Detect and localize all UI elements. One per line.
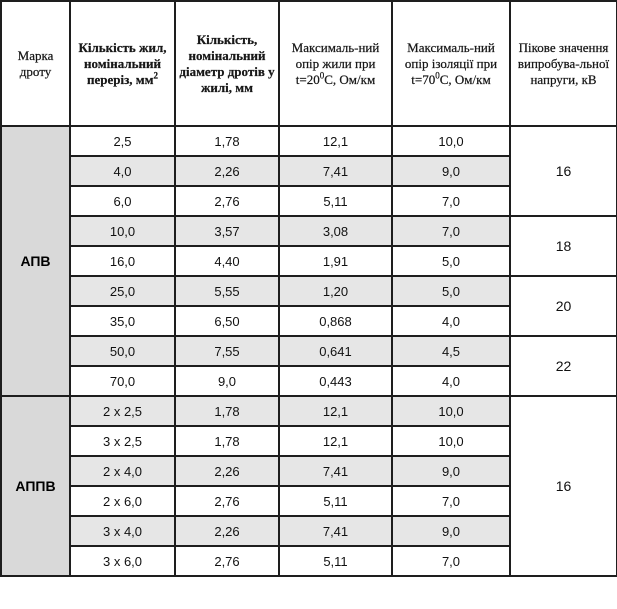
diameter-cell: 1,78 — [175, 396, 279, 426]
resistance-cell: 0,443 — [279, 366, 392, 396]
resistance-cell: 5,11 — [279, 186, 392, 216]
table-body — [1, 126, 617, 576]
diameter-cell: 2,26 — [175, 516, 279, 546]
cores-cell: 10,0 — [70, 216, 175, 246]
cores-cell: 3 х 6,0 — [70, 546, 175, 576]
diameter-cell: 2,26 — [175, 156, 279, 186]
diameter-cell: 3,57 — [175, 216, 279, 246]
resistance-cell: 3,08 — [279, 216, 392, 246]
insulation-cell: 9,0 — [392, 516, 510, 546]
header-cores-superscript: 2 — [153, 70, 159, 81]
insulation-cell: 10,0 — [392, 426, 510, 456]
resistance-cell: 7,41 — [279, 156, 392, 186]
cores-cell: 3 х 4,0 — [70, 516, 175, 546]
resistance-cell: 7,41 — [279, 456, 392, 486]
table-row — [1, 336, 617, 366]
header-insulation-superscript: 0 — [435, 70, 440, 81]
header-cores: Кількість жил, номінальний переріз, $мм^2$ — [70, 1, 175, 126]
cores-cell: 50,0 — [70, 336, 175, 366]
cores-cell: 16,0 — [70, 246, 175, 276]
header-peak: Пікове значення випробува-льної напруги, кВ — [510, 1, 617, 126]
resistance-cell: 12,1 — [279, 126, 392, 156]
table-row — [1, 396, 617, 426]
resistance-cell: 5,11 — [279, 546, 392, 576]
cores-cell: 2 х 2,5 — [70, 396, 175, 426]
cores-cell: 2 х 6,0 — [70, 486, 175, 516]
resistance-cell: 0,641 — [279, 336, 392, 366]
header-resistance: Максималь-ний опір жили при $t=20^0С$, Ом/км — [279, 1, 392, 126]
header-wires: Кількість, номінальний діаметр дротів у жилі, мм — [175, 1, 279, 126]
resistance-cell: 7,41 — [279, 516, 392, 546]
diameter-cell: 5,55 — [175, 276, 279, 306]
insulation-cell: 7,0 — [392, 546, 510, 576]
cores-cell: 70,0 — [70, 366, 175, 396]
peak-voltage-cell: 22 — [510, 336, 617, 396]
peak-voltage-cell: 20 — [510, 276, 617, 336]
cores-cell: 3 х 2,5 — [70, 426, 175, 456]
cores-cell: 25,0 — [70, 276, 175, 306]
insulation-cell: 5,0 — [392, 276, 510, 306]
diameter-cell: 2,76 — [175, 546, 279, 576]
insulation-cell: 9,0 — [392, 156, 510, 186]
cores-cell: 2 х 4,0 — [70, 456, 175, 486]
resistance-cell: 0,868 — [279, 306, 392, 336]
insulation-cell: 5,0 — [392, 246, 510, 276]
brand-cell: АПВ — [1, 126, 70, 396]
header-insulation: Максималь-ний опір ізоляції при $t=70^0С$, Ом/км — [392, 1, 510, 126]
diameter-cell: 1,78 — [175, 426, 279, 456]
diameter-cell: 7,55 — [175, 336, 279, 366]
header-brand: Марка дроту — [1, 1, 70, 126]
insulation-cell: 4,0 — [392, 366, 510, 396]
diameter-cell: 2,26 — [175, 456, 279, 486]
insulation-cell: 4,5 — [392, 336, 510, 366]
insulation-cell: 9,0 — [392, 456, 510, 486]
resistance-cell: 1,91 — [279, 246, 392, 276]
insulation-cell: 7,0 — [392, 186, 510, 216]
cores-cell: 4,0 — [70, 156, 175, 186]
resistance-cell: 12,1 — [279, 426, 392, 456]
diameter-cell: 1,78 — [175, 126, 279, 156]
table-row — [1, 216, 617, 246]
resistance-cell: 1,20 — [279, 276, 392, 306]
cores-cell: 2,5 — [70, 126, 175, 156]
diameter-cell: 2,76 — [175, 186, 279, 216]
table-row — [1, 276, 617, 306]
diameter-cell: 9,0 — [175, 366, 279, 396]
table-row — [1, 126, 617, 156]
insulation-cell: 10,0 — [392, 396, 510, 426]
cores-cell: 35,0 — [70, 306, 175, 336]
peak-voltage-cell: 16 — [510, 396, 617, 576]
header-resistance-superscript: 0 — [319, 70, 325, 81]
header-row — [1, 1, 617, 126]
insulation-cell: 7,0 — [392, 486, 510, 516]
diameter-cell: 4,40 — [175, 246, 279, 276]
insulation-cell: 4,0 — [392, 306, 510, 336]
brand-cell: АППВ — [1, 396, 70, 576]
resistance-cell: 12,1 — [279, 396, 392, 426]
cores-cell: 6,0 — [70, 186, 175, 216]
diameter-cell: 2,76 — [175, 486, 279, 516]
peak-voltage-cell: 16 — [510, 126, 617, 216]
insulation-cell: 7,0 — [392, 216, 510, 246]
peak-voltage-cell: 18 — [510, 216, 617, 276]
diameter-cell: 6,50 — [175, 306, 279, 336]
resistance-cell: 5,11 — [279, 486, 392, 516]
insulation-cell: 10,0 — [392, 126, 510, 156]
